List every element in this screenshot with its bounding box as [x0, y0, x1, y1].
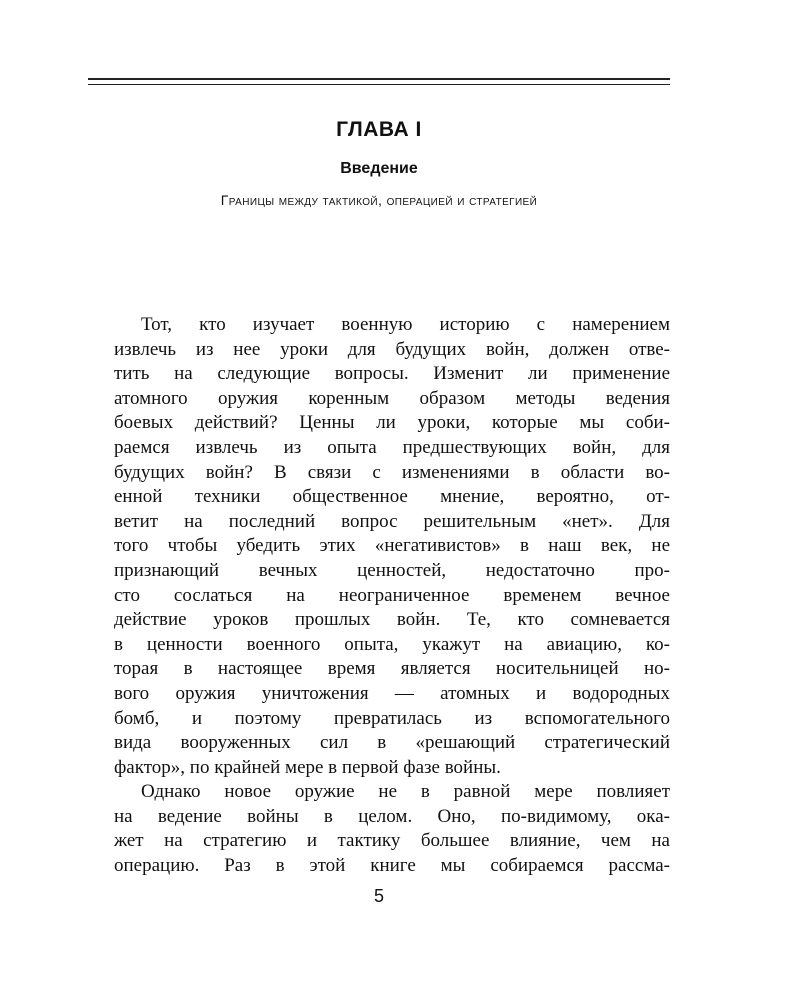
text-line: Тот, кто изучает военную историю с намерением	[141, 314, 670, 335]
text-line: торая в настоящее время является носительницей но-	[114, 658, 670, 680]
text-line: Однако новое оружие не в равной мере повлияет	[141, 781, 670, 803]
text-line: операцию. Раз в этой книге мы собираемся рассма-	[114, 855, 670, 877]
text-line: в ценности военного опыта, укажут на авиацию, ко-	[114, 633, 670, 655]
text-line: бомб, и поэтому превратилась из вспомогательного	[114, 707, 670, 729]
text-line: того чтобы убедить этих «негативистов» в наш век, не	[114, 535, 670, 557]
text-line: жет на стратегию и тактику большее влияние, чем на	[114, 830, 670, 852]
chapter-title: ГЛАВА I	[336, 118, 422, 141]
paragraph-2	[114, 780, 670, 878]
text-line: вого оружия уничтожения — атомных и водородных	[114, 682, 670, 704]
text-line: извлечь из нее уроки для будущих войн, должен отве-	[114, 338, 670, 360]
text-line: боевых действий? Ценны ли уроки, которые мы соби-	[114, 412, 670, 434]
section-heading: Границы между тактикой, операцией и стратегией	[220, 192, 538, 208]
text-line: будущих войн? В связи с изменениями в области во-	[114, 461, 670, 483]
text-line: признающий вечных ценностей, недостаточно про-	[114, 559, 670, 581]
chapter-subtitle: Введение	[340, 160, 418, 177]
text-line: енной техники общественное мнение, вероятно, от-	[114, 486, 670, 508]
text-line: сто сослаться на неограниченное временем вечное	[114, 584, 670, 606]
paragraph-1	[114, 313, 670, 780]
text-line: ветит на последний вопрос решительным «нет». Для	[114, 510, 670, 532]
text-line: раемся извлечь из опыта предшествующих войн, для	[114, 436, 670, 458]
body-text	[114, 313, 670, 879]
text-line: действие уроков прошлых войн. Те, кто сомневается	[114, 609, 670, 631]
text-line: на ведение войны в целом. Оно, по-видимому, ока-	[114, 805, 670, 827]
text-line: тить на следующие вопросы. Изменит ли применение	[114, 363, 670, 385]
text-line: вида вооруженных сил в «решающий стратегический	[114, 732, 670, 754]
page-number: 5	[373, 886, 384, 906]
header-rule-thick	[88, 78, 670, 80]
text-line: атомного оружия коренным образом методы ведения	[114, 387, 670, 409]
text-line: фактор», по крайней мере в первой фазе войны.	[114, 756, 501, 778]
header-rule-thin	[88, 84, 670, 85]
